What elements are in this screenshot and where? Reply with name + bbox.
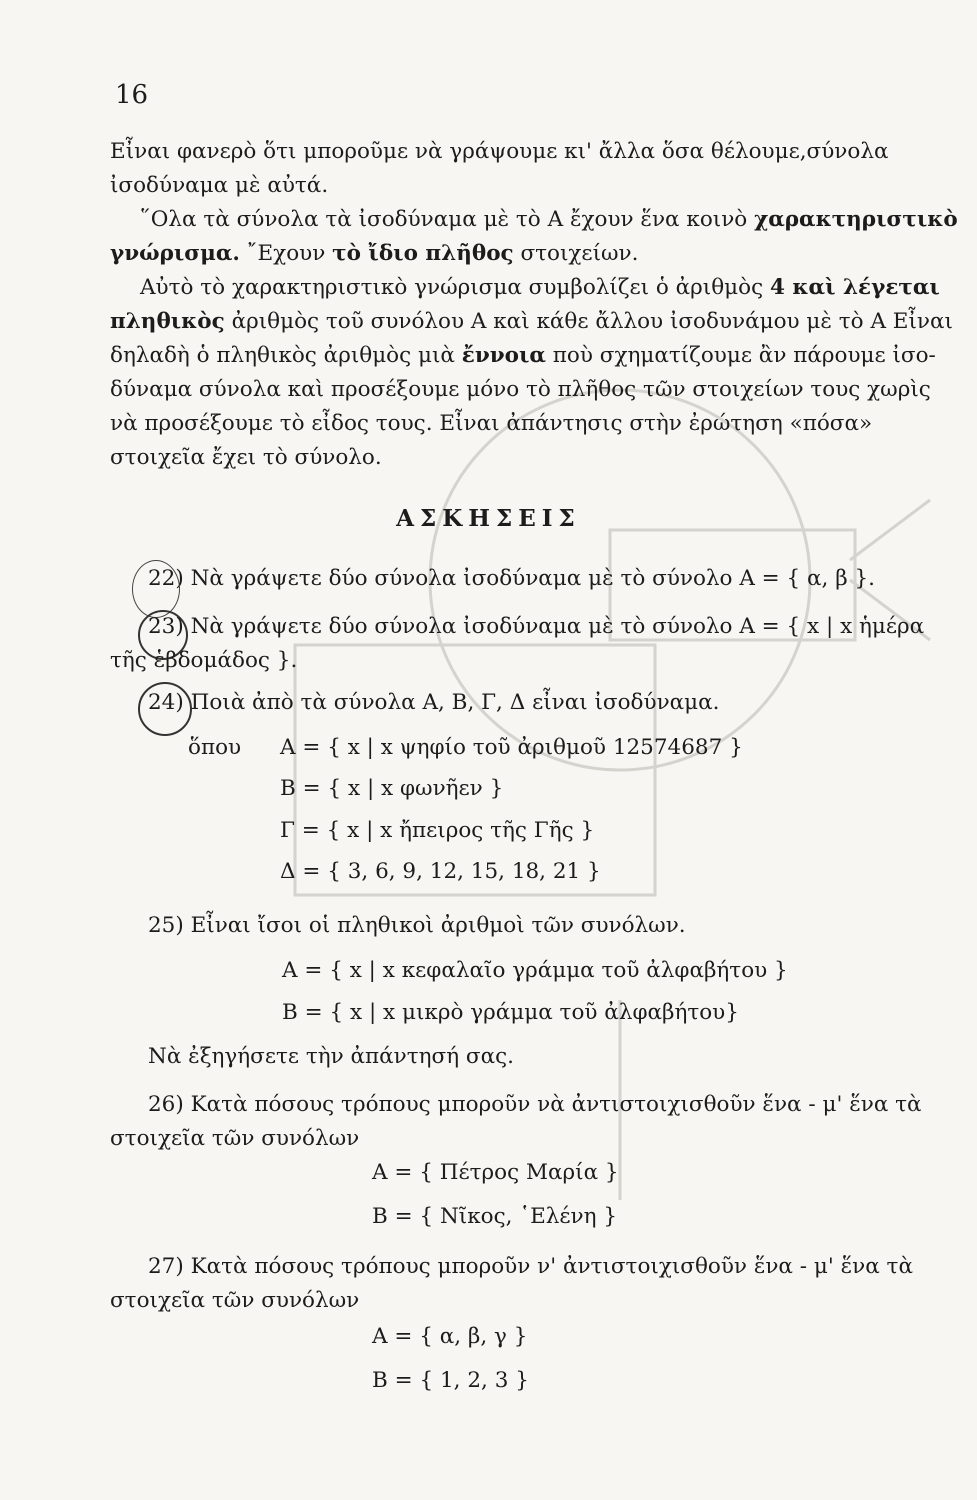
p3-l1-text: Αὐτὸ τὸ χαρακτηριστικὸ γνώρισμα συμβολίζει ὁ ἀριθμὸς (140, 275, 770, 300)
exercise-26-line-2: στοιχεῖα τῶν συνόλων (110, 1126, 360, 1151)
p2-text-3: στοιχείων. (513, 241, 639, 266)
paragraph-cardinal-number (110, 271, 953, 475)
exercise-26-line-1: 26) Κατὰ πόσους τρόπους μποροῦν νὰ ἀντιστοιχισθοῦν ἕνα - μ' ἕνα τὰ (148, 1092, 922, 1117)
p3-l3-text-2: ποὺ σχηματίζουμε ἂν πάρουμε ἰσο- (545, 343, 936, 368)
set-27-A: Α = { α, β, γ } (372, 1324, 528, 1349)
set-25-A: Α = { x | x κεφαλαῖο γράμμα τοῦ ἀλφαβήτου } (282, 958, 788, 983)
paragraph-2-line-1 (110, 203, 958, 237)
p3-line-3 (110, 339, 936, 373)
p2-text-1: ῞Ολα τὰ σύνολα τὰ ἰσοδύναμα μὲ τὸ Α ἔχουν ἕνα κοινὸ (140, 207, 755, 232)
set-26-B: Β = { Νῖκος, ῾Ελένη } (372, 1204, 618, 1229)
intro-paragraph (110, 135, 925, 203)
exercise-27-line-2: στοιχεῖα τῶν συνόλων (110, 1288, 360, 1313)
p2-bold-2: γνώρισμα. (110, 241, 240, 266)
exercise-23-line-2: τῆς ἑβδομάδος }. (110, 648, 298, 673)
intro-line-2: ἰσοδύναμα μὲ αὐτά. (110, 173, 329, 198)
p2-bold-3: τὸ ἴδιο πλῆθος (332, 241, 514, 266)
page-number: 16 (115, 80, 149, 110)
exercise-27-line-1: 27) Κατὰ πόσους τρόπους μποροῦν ν' ἀντιστοιχισθοῦν ἕνα - μ' ἕνα τὰ (148, 1254, 913, 1279)
exercise-24-opou: ὅπου (188, 735, 242, 760)
pen-circle-22 (132, 560, 180, 618)
p3-line-2 (110, 305, 953, 339)
exercise-22: 22) Νὰ γράψετε δύο σύνολα ἰσοδύναμα μὲ τὸ σύνολο Α = { α, β }. (148, 566, 876, 591)
p3-line-6: στοιχεῖα ἔχει τὸ σύνολο. (110, 445, 382, 470)
intro-line-1: Εἶναι φανερὸ ὅτι μποροῦμε νὰ γράψουμε κι' ἄλλα ὅσα θέλουμε,σύνολα (110, 139, 889, 164)
p2-text-2: ῎Εχουν (239, 241, 333, 266)
exercise-25-line-1: 25) Εἶναι ἴσοι οἱ πληθικοὶ ἀριθμοὶ τῶν συνόλων. (148, 913, 686, 938)
p3-line-4: δύναμα σύνολα καὶ προσέξουμε μόνο τὸ πλῆθος τῶν στοιχείων τους χωρὶς (110, 377, 931, 402)
set-24-A: Α = { x | x ψηφίο τοῦ ἀριθμοῦ 12574687 } (280, 735, 743, 760)
p3-l1-bold: 4 καὶ λέγεται (769, 275, 940, 300)
set-24-B: Β = { x | x φωνῆεν } (280, 776, 504, 801)
paragraph-2-line-2 (110, 237, 925, 271)
exercises-heading: ΑΣΚΗΣΕΙΣ (396, 505, 581, 532)
set-24-Delta: Δ = { 3, 6, 9, 12, 15, 18, 21 } (280, 859, 601, 884)
p3-l3-text: δηλαδὴ ὁ πληθικὸς ἀριθμὸς μιὰ (110, 343, 462, 368)
p2-bold-1: χαρακτηριστικὸ (754, 207, 958, 232)
exercise-23-line-1: 23) Νὰ γράψετε δύο σύνολα ἰσοδύναμα μὲ τὸ σύνολο Α = { x | x ἡμέρα (148, 614, 925, 639)
set-27-B: Β = { 1, 2, 3 } (372, 1368, 529, 1393)
paragraph-characteristic (110, 203, 958, 271)
p3-line-1 (110, 271, 940, 305)
set-26-A: Α = { Πέτρος Μαρία } (372, 1160, 619, 1185)
set-25-B: Β = { x | x μικρὸ γράμμα τοῦ ἀλφαβήτου} (282, 1000, 739, 1025)
set-24-Gamma: Γ = { x | x ἤπειρος τῆς Γῆς } (280, 818, 595, 843)
p3-line-5: νὰ προσέξουμε τὸ εἶδος τους. Εἶναι ἀπάντησις στὴν ἐρώτηση «πόσα» (110, 411, 873, 436)
p3-l2-text: ἀριθμὸς τοῦ συνόλου Α καὶ κάθε ἄλλου ἰσοδυνάμου μὲ τὸ Α Εἶναι (224, 309, 953, 334)
p3-l2-bold: πληθικὸς (110, 309, 225, 334)
exercise-24-line-1: 24) Ποιὰ ἀπὸ τὰ σύνολα Α, Β, Γ, Δ εἶναι ἰσοδύναμα. (148, 690, 720, 715)
p3-l3-bold: ἔννοια (461, 343, 546, 368)
exercise-25-question: Νὰ ἐξηγήσετε τὴν ἀπάντησή σας. (148, 1044, 514, 1069)
